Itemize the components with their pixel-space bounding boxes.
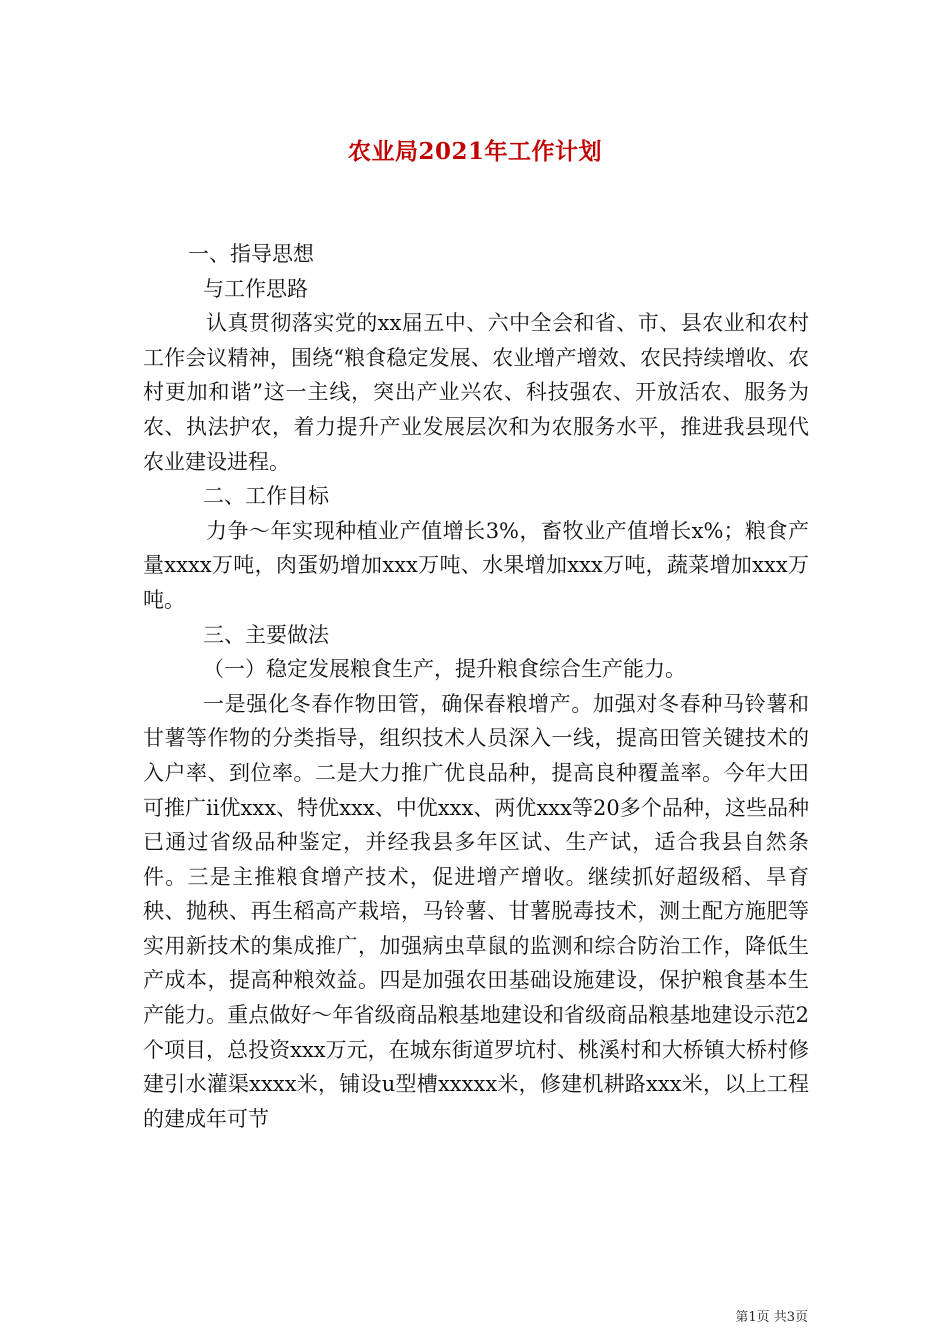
section-heading-work-goals: 二、工作目标: [203, 484, 329, 509]
document-title: 农业局2021年工作计划: [347, 138, 602, 165]
section-heading-guiding-thought: 一、指导思想: [188, 242, 314, 266]
document-body: [143, 237, 809, 1136]
section-heading-main-measures: 三、主要做法: [203, 622, 329, 647]
section-heading-continuation: 与工作思路: [203, 276, 308, 301]
page-number: 第1页 共3页: [735, 1310, 808, 1325]
paragraph-grain-measures: 一是强化冬春作物田管，确保春粮增产。加强对冬春种马铃薯和甘薯等作物的分类指导，组织技术人员深入一线，提高田管关键技术的入户率、到位率。二是大力推广优良品种，提高良种覆盖率。今年大田可推广ii优xxx、特优xxx、中优xxx、两优xxx等20多个品种，这些品种已通过省级品种鉴定，并经我县多年区试、生产试，适合我县自然条件。三是主推粮食增产技术，促进增产增收。继续抓好超级稻、旱育秧、抛秧、再生稻高产栽培，马铃薯、甘薯脱毒技术，测土配方施肥等实用新技术的集成推广，加强病虫草鼠的监测和综合防治工作，降低生产成本，提高种粮效益。四是加强农田基础设施建设，保护粮食基本生产能力。重点做好～年省级商品粮基地建设和省级商品粮基地建设示范2个项目，总投资xxx万元，在城东街道罗坑村、桃溪村和大桥镇大桥村修建引水灌渠xxxx米，铺设u型槽xxxxx米，修建机耕路xxx米，以上工程的建成年可节: [143, 691, 809, 1131]
paragraph-guiding-thought: 认真贯彻落实党的xx届五中、六中全会和省、市、县农业和农村工作会议精神，围绕“粮食稳定发展、农业增产增效、农民持续增收、农村更加和谐”这一主线，突出产业兴农、科技强农、开放活农、服务为农、执法护农，着力提升产业发展层次和为农服务水平，推进我县现代农业建设进程。: [143, 311, 809, 474]
paragraph-work-goals: 力争～年实现种植业产值增长3%，畜牧业产值增长x%；粮食产量xxxx万吨，肉蛋奶增加xxx万吨、水果增加xxx万吨，蔬菜增加xxx万吨。: [143, 518, 809, 612]
subsection-heading-grain: （一）稳定发展粮食生产，提升粮食综合生产能力。: [203, 657, 686, 682]
